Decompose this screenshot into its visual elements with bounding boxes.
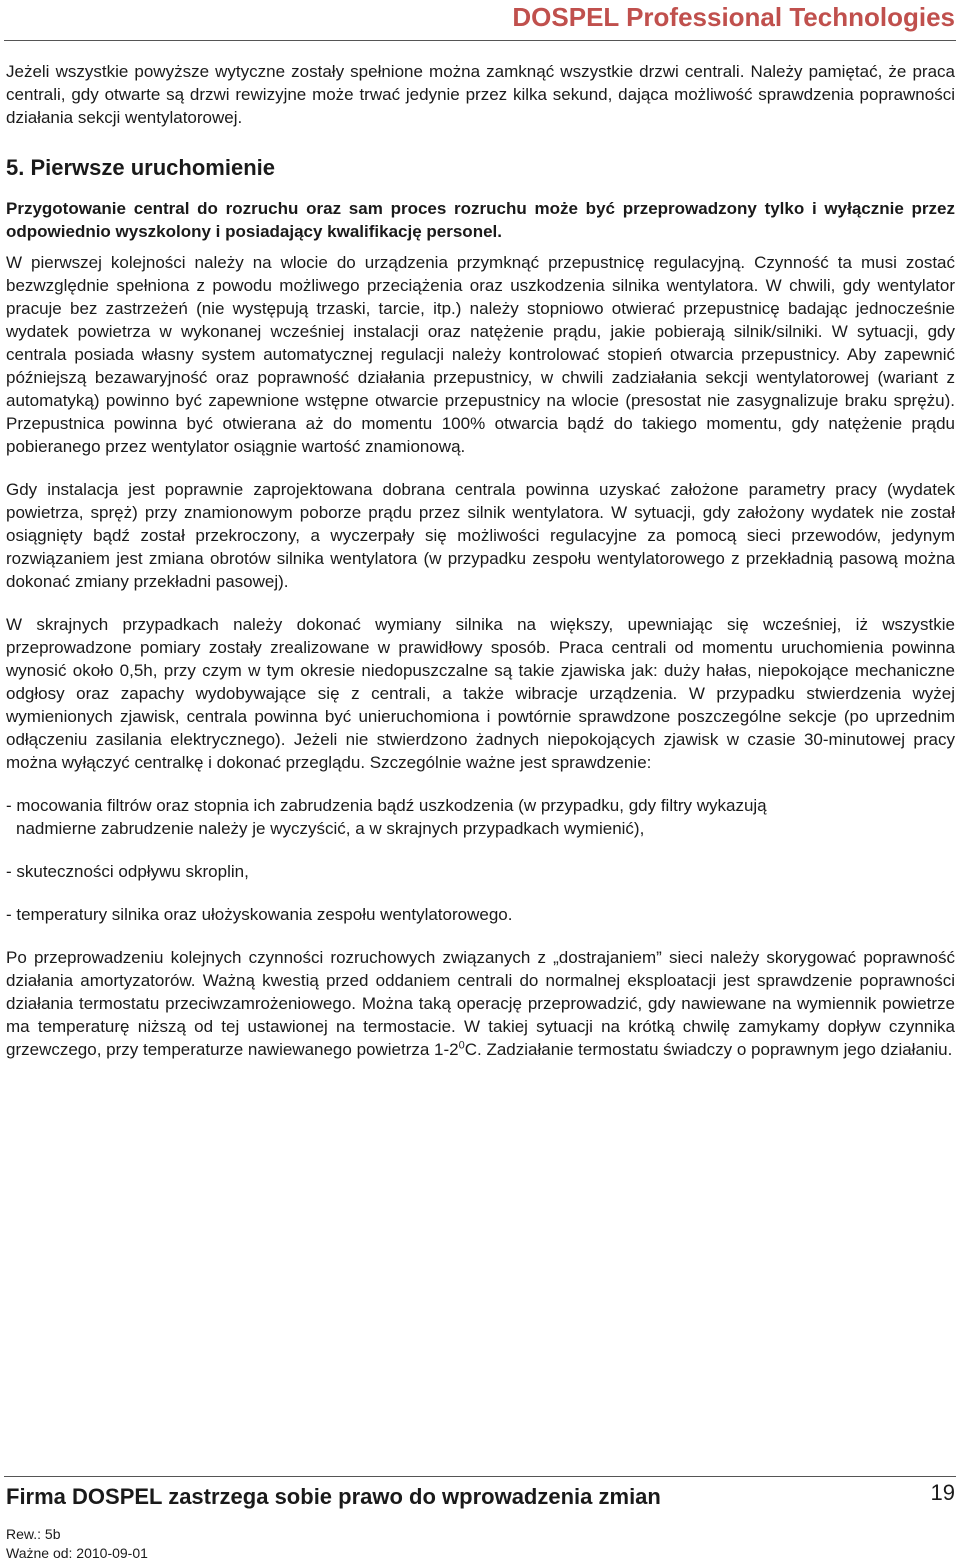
section-heading: 5. Pierwsze uruchomienie [6,155,275,180]
page-content [6,60,955,1061]
degree-superscript: 0 [458,1039,465,1052]
footer-divider [4,1476,956,1477]
list-item-condensate: - skuteczności odpływu skroplin, [6,862,249,881]
paragraph-motor-replacement: W skrajnych przypadkach należy dokonać wymiany silnika na większy, upewniając się wcześniej, iż wszystkie przeprowadzone pomiary zostały zrealizowane w prawidłowy sposób. Praca centrali od momentu uruchomienia powinna wynosić około 0,5h, przy czym w tym okresie niedopuszczalne są takie zjawiska jak: duży hałas, niepokojące mechaniczne odgłosy oraz zapachy wydobywające się z centrali, a także wibracje urządzenia. W przypadku stwierdzenia wyżej wymienionych zjawisk, centrala powinna być unieruchomiona i powtórnie sprawdzone poszczególne sekcje (po uprzednim odłączeniu zasilania elektrycznego). Jeżeli nie stwierdzono żadnych niepokojących zjawisk w czasie 30-minutowej pracy można wyłączyć centralkę i dokonać przeglądu. Szczególnie ważne jest sprawdzenie: [6,615,955,772]
effective-date: Ważne od: 2010-09-01 [6,1545,148,1561]
list-item-filters-line1: - mocowania filtrów oraz stopnia ich zabrudzenia bądź uszkodzenia (w przypadku, gdy filtry wykazują [6,796,767,815]
header-divider [4,40,956,41]
paragraph-thermostat [6,946,955,1061]
brand-header: DOSPEL Professional Technologies [512,2,955,32]
paragraph-parameters: Gdy instalacja jest poprawnie zaprojektowana dobrana centrala powinna uzyskać założone parametry pracy (wydatek powietrza, spręż) przy znamionowym poborze prądu przez silnik wentylatora. W sytuacji, gdy założony wydatek nie został osiągnięty bądź został przekroczony, a wyczerpały się możliwości regulacyjne za pomocą sieci przewodów, jedynym rozwiązaniem jest zmiana obrotów silnika wentylatora (w przypadku zespołu wentylatorowego z przekładnią pasową można dokonać zmiany przekładni pasowej). [6,480,955,591]
paragraph-qualified-staff: Przygotowanie central do rozruchu oraz sam proces rozruchu może być przeprowadzony tylko i wyłącznie przez odpowiednio wyszkolony i posiadający kwalifikację personel. [6,199,955,241]
paragraph-damper: W pierwszej kolejności należy na wlocie do urządzenia przymknąć przepustnicę regulacyjną. Czynność ta musi zostać bezwzględnie spełniona z powodu możliwego przeciążenia oraz uszkodzenia silnika wentylatora. W chwili, gdy wentylator pracuje bez zastrzeżeń (nie występują trzaski, tarcie, itp.) należy stopniowo otwierać przepustnicę badając jednocześnie wydatek powietrza w wykonanej wcześniej instalacji oraz natężenie prądu, jakie pobierają silnik/silniki. W sytuacji, gdy centrala posiada własny system automatycznej regulacji należy kontrolować stopień otwarcia przepustnicy. Aby zapewnić późniejszą bezawaryjność oraz poprawność działania przepustnicy, w chwili zadziałania sekcji wentylatorowej (wariant z automatyką) powinno być zapewnione wstępne otwarcie przepustnicy na wlocie (presostat nie zasygnalizuje braku sprężu). Przepustnica powinna być otwierana aż do momentu 100% otwarcia bądź do takiego momentu, gdy natężenie prądu pobieranego przez wentylator osiągnie wartość znamionową. [6,253,955,456]
footer-note: Firma DOSPEL zastrzega sobie prawo do wprowadzenia zmian [6,1484,661,1509]
list-item-filters [6,794,955,840]
paragraph-thermostat-main: Po przeprowadzeniu kolejnych czynności rozruchowych związanych z „dostrajaniem” sieci należy skorygować poprawność działania amortyzatorów. Ważną kwestią przed oddaniem centrali do normalnej eksploatacji jest sprawdzenie poprawności działania termostatu przeciwzamrożeniowego. Można taką operację przeprowadzić, gdy nawiewane na wymiennik powietrze ma temperaturę niższą od tej ustawionej na termostacie. W takiej sytuacji na krótką chwilę zamykamy dopływ czynnika grzewczego, przy temperaturze nawiewanego powietrza 1-2 [6,948,955,1059]
revision-label: Rew.: 5b [6,1526,61,1542]
paragraph-doors: Jeżeli wszystkie powyższe wytyczne zostały spełnione można zamknąć wszystkie drzwi centrali. Należy pamiętać, że praca centrali, gdy otwarte są drzwi rewizyjne może trwać jedynie przez kilka sekund, dająca możliwość sprawdzenia poprawności działania sekcji wentylatorowej. [6,62,955,127]
list-item-temperature: - temperatury silnika oraz ułożyskowania zespołu wentylatorowego. [6,905,513,924]
page-number: 19 [930,1480,955,1505]
paragraph-thermostat-end: C. Zadziałanie termostatu świadczy o poprawnym jego działaniu. [464,1040,953,1059]
list-item-filters-line2: nadmierne zabrudzenie należy je wyczyścić, a w skrajnych przypadkach wymienić), [16,819,645,838]
